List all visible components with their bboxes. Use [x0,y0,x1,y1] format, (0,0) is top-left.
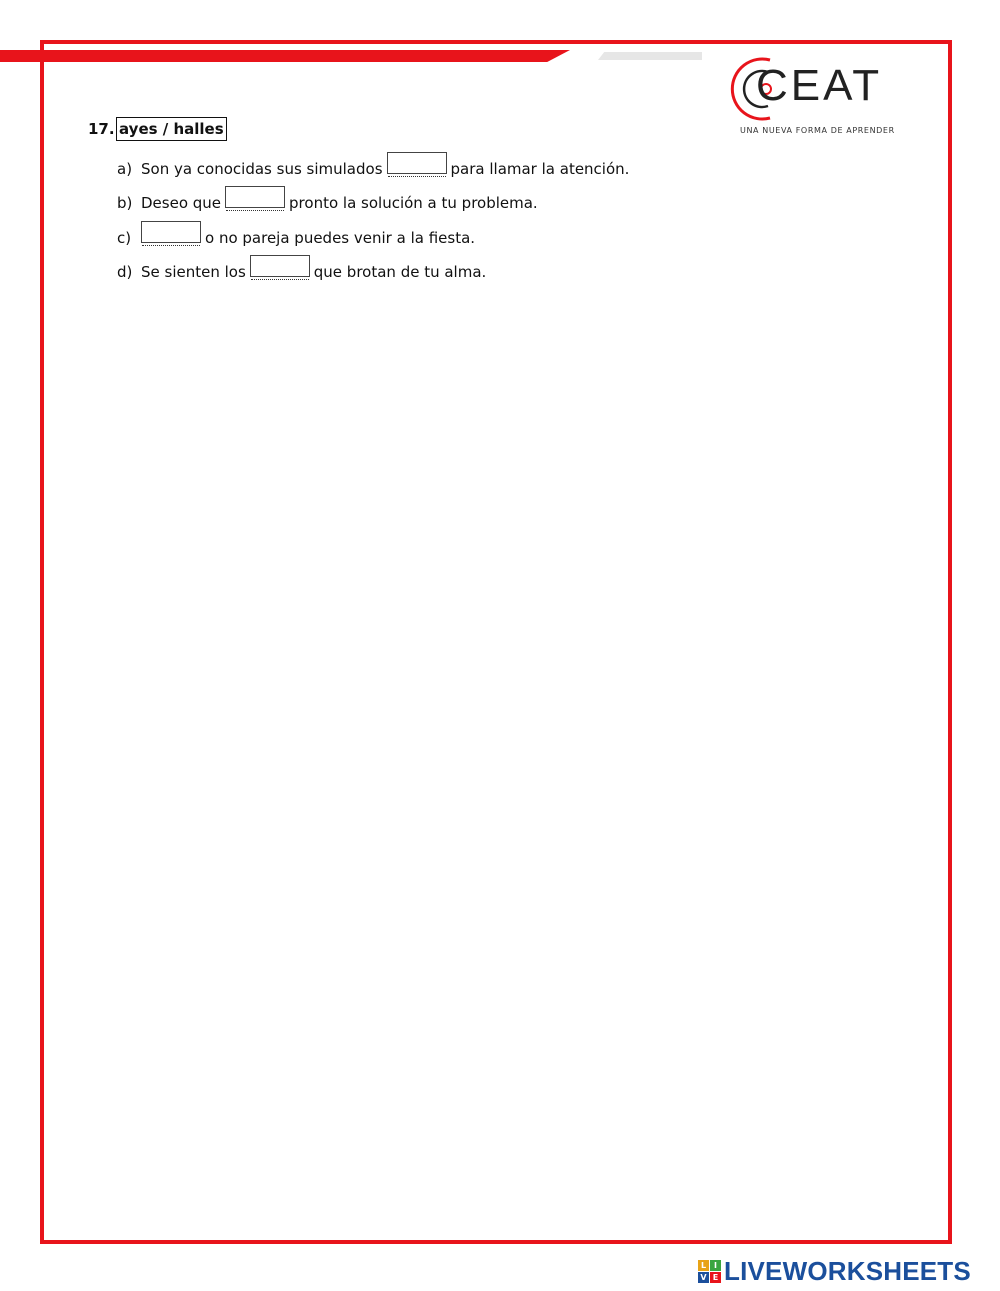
item-text-after: para llamar la atención. [450,160,630,178]
item-text-after: que brotan de tu alma. [313,263,487,281]
answer-blank-b[interactable] [225,186,285,208]
question-item-c [117,225,475,247]
item-text-before: Se sienten los [141,263,246,281]
item-text-after: pronto la solución a tu problema. [289,194,538,212]
item-text-before: Deseo que [141,194,222,212]
item-label: c) [117,229,132,247]
answer-options: ayes / halles [116,117,227,141]
question-item-b [117,190,538,212]
liveworksheets-icon [698,1260,721,1283]
liveworksheets-wordmark: LIVEWORKSHEETS [724,1256,971,1286]
logo-wordmark: CEAT [756,61,883,110]
question-item-d [117,259,486,281]
ceat-logo [730,54,910,138]
icon-letter: E [710,1272,721,1283]
answer-blank-a[interactable] [387,152,447,174]
logo-tagline: UNA NUEVA FORMA DE APRENDER [740,126,895,135]
item-text-before: Son ya conocidas sus simulados [141,160,383,178]
item-text-after: o no pareja puedes venir a la fiesta. [205,229,476,247]
answer-blank-c[interactable] [141,221,201,243]
question-number: 17. [88,120,115,138]
icon-letter: V [698,1272,709,1283]
question-item-a [117,156,629,178]
item-label: a) [117,160,133,178]
item-label: b) [117,194,133,212]
item-label: d) [117,263,133,281]
liveworksheets-brand [698,1258,971,1284]
icon-letter: L [698,1260,709,1271]
answer-blank-d[interactable] [250,255,310,277]
icon-letter: I [710,1260,721,1271]
